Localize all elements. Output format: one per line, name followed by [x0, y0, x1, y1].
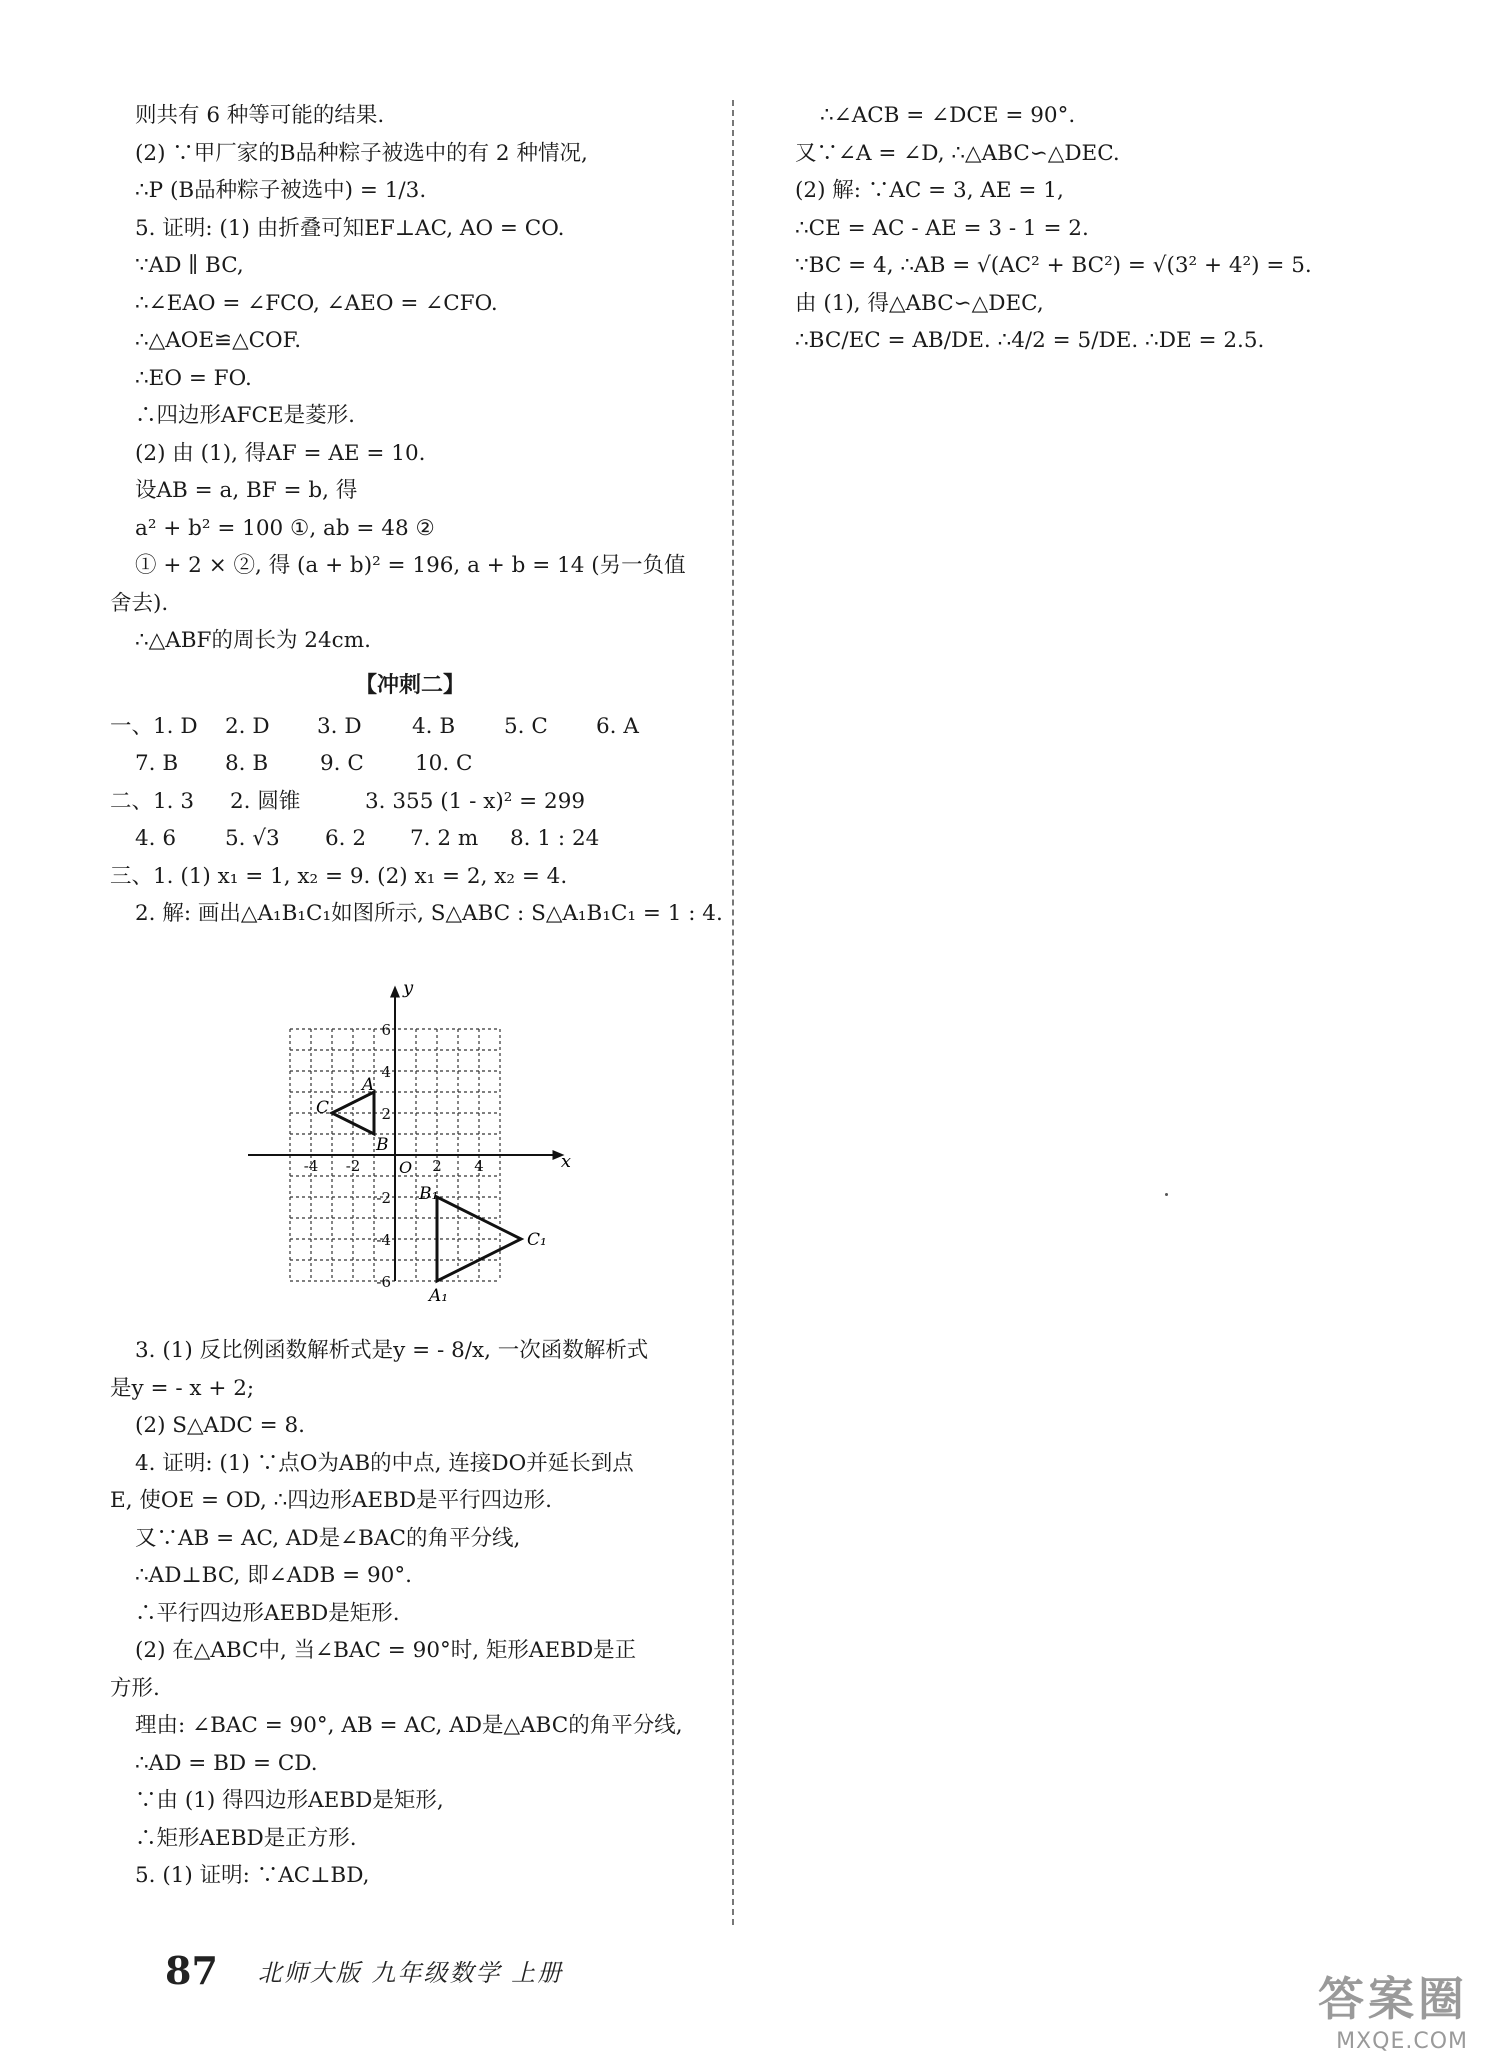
answer-line: 3. (1) 反比例函数解析式是y = - 8/x, 一次函数解析式 — [135, 1338, 649, 1363]
left-column — [110, 98, 723, 934]
answer-line: (2) 解: ∵AC = 3, AE = 1, — [795, 178, 1064, 203]
answer-line: ∵AD ∥ BC, — [135, 253, 244, 278]
watermark — [1318, 1963, 1468, 2054]
answer-line: 舍去). — [110, 590, 169, 616]
answer-line: ① + 2 × ②, 得 (a + b)² = 196, a + b = 14 (另一负值 — [135, 553, 686, 578]
answer-item: 7. B — [135, 751, 179, 776]
answer-line: a² + b² = 100 ①, ab = 48 ② — [135, 515, 435, 541]
stray-dot — [1165, 1193, 1168, 1196]
answer-line: 又∵∠A = ∠D, ∴△ABC∽△DEC. — [795, 140, 1120, 166]
answer-line: ∴BC/EC = AB/DE. ∴4/2 = 5/DE. ∴DE = 2.5. — [795, 328, 1265, 353]
answers-part1-row1 — [110, 709, 710, 747]
answers-part2-row2 — [110, 821, 710, 859]
page-number: 87 — [165, 1947, 218, 1993]
vertex-label: C₁ — [527, 1230, 547, 1250]
left-top-lines — [110, 98, 710, 661]
answer-item: 6. A — [596, 713, 639, 739]
answer-line: 设AB = a, BF = b, 得 — [135, 478, 358, 503]
answer-line: 5. (1) 证明: ∵AC⊥BD, — [135, 1863, 370, 1888]
answer-item: 一、1. D — [110, 713, 198, 739]
y-tick-label: -6 — [376, 1273, 391, 1291]
y-tick-label: 2 — [381, 1105, 391, 1123]
answer-item: 2. D — [225, 713, 270, 739]
right-column — [795, 98, 1395, 361]
left-bottom-column — [110, 1333, 710, 1896]
answer-line: ∵BC = 4, ∴AB = √(AC² + BC²) = √(3² + 4²) = 5. — [795, 253, 1312, 278]
x-tick-label: 2 — [432, 1157, 442, 1175]
answer-line: (2) 在△ABC中, 当∠BAC = 90°时, 矩形AEBD是正 — [135, 1638, 637, 1663]
answer-line: (2) S△ADC = 8. — [135, 1413, 305, 1438]
answer-line: ∴四边形AFCE是菱形. — [135, 403, 355, 428]
answer-item: 4. 6 — [135, 826, 177, 851]
answer-line: ∴平行四边形AEBD是矩形. — [135, 1600, 400, 1626]
y-tick-label: -2 — [376, 1189, 391, 1207]
answer-item: 5. √3 — [225, 826, 280, 851]
answer-item: 3. 355 (1 - x)² = 299 — [365, 788, 586, 814]
answer-line: E, 使OE = OD, ∴四边形AEBD是平行四边形. — [110, 1488, 552, 1513]
page-footer — [165, 1945, 563, 1995]
answer-item: 二、1. 3 — [110, 788, 195, 814]
answer-line: ∵由 (1) 得四边形AEBD是矩形, — [135, 1788, 444, 1813]
answer-line: ∴∠EAO = ∠FCO, ∠AEO = ∠CFO. — [135, 290, 498, 316]
x-tick-label: -2 — [345, 1157, 361, 1175]
answer-line: 5. 证明: (1) 由折叠可知EF⊥AC, AO = CO. — [135, 215, 565, 241]
answer-item: 8. 1 : 24 — [510, 826, 600, 851]
answer-item: 2. 圆锥 — [230, 788, 301, 814]
answer-line: ∴CE = AC - AE = 3 - 1 = 2. — [795, 215, 1089, 241]
watermark-logo: 答案圈 — [1318, 1972, 1468, 2026]
answer-line: 方形. — [110, 1675, 160, 1701]
answer-line: ∴AD⊥BC, 即∠ADB = 90°. — [135, 1563, 412, 1588]
vertex-label: B₁ — [419, 1184, 439, 1204]
right-lines — [795, 98, 1395, 361]
answer-item: 9. C — [320, 751, 364, 776]
coordinate-graph — [240, 980, 580, 1310]
section-title: 【冲刺二】 — [354, 671, 465, 698]
vertex-label: B — [376, 1135, 389, 1155]
origin-label: O — [399, 1158, 413, 1177]
answer-line: ∴∠ACB = ∠DCE = 90°. — [820, 103, 1076, 128]
answer-item: 6. 2 — [325, 826, 367, 851]
x-axis-label: x — [560, 1151, 572, 1172]
answer-line: (2) ∵甲厂家的B品种粽子被选中的有 2 种情况, — [135, 140, 588, 166]
answer-line: ∴P (B品种粽子被选中) = 1/3. — [135, 178, 427, 203]
answer-line: (2) 由 (1), 得AF = AE = 10. — [135, 440, 426, 466]
book-info: 北师大版 九年级数学 上册 — [257, 1958, 564, 1987]
y-axis-label: y — [403, 980, 414, 999]
vertex-label: A — [362, 1075, 375, 1095]
watermark-url: MXQE.COM — [1336, 2029, 1468, 2054]
column-divider — [732, 100, 734, 1925]
y-tick-label: 4 — [381, 1063, 391, 1081]
vertex-label: C — [316, 1098, 330, 1118]
y-axis-arrow — [390, 986, 400, 998]
left-bottom-lines — [110, 1333, 710, 1896]
x-tick-label: 4 — [474, 1157, 484, 1175]
answers-part1-row2 — [110, 746, 710, 784]
answer-line: 理由: ∠BAC = 90°, AB = AC, AD是△ABC的角平分线, — [135, 1713, 683, 1738]
answer-line: ∴△AOE≌△COF. — [135, 328, 302, 353]
vertex-label: A₁ — [429, 1286, 449, 1306]
answer-line: ∴矩形AEBD是正方形. — [135, 1825, 357, 1851]
answer-line: 是y = - x + 2; — [110, 1375, 255, 1401]
answer-line: ∴EO = FO. — [135, 365, 252, 391]
answer-item: 8. B — [225, 751, 269, 776]
answer-item: 3. D — [317, 713, 362, 739]
answer-line: 2. 解: 画出△A₁B₁C₁如图所示, S△ABC : S△A₁B₁C₁ = 1 : 4. — [135, 901, 723, 926]
answer-line: ∴△ABF的周长为 24cm. — [135, 628, 371, 653]
answer-item: 10. C — [415, 751, 473, 776]
answer-item: 4. B — [412, 713, 456, 739]
answer-item: 7. 2 m — [410, 826, 479, 851]
answer-line: 三、1. (1) x₁ = 1, x₂ = 9. (2) x₁ = 2, x₂ = 4. — [110, 863, 568, 889]
answers-part2-row1 — [110, 784, 710, 822]
answer-line: 由 (1), 得△ABC∽△DEC, — [795, 290, 1044, 316]
answer-line: 4. 证明: (1) ∵点O为AB的中点, 连接DO并延长到点 — [135, 1450, 634, 1476]
y-tick-label: -4 — [376, 1231, 391, 1249]
y-tick-label: 6 — [381, 1021, 391, 1039]
answer-line: 则共有 6 种等可能的结果. — [135, 103, 385, 128]
answer-line: 又∵AB = AC, AD是∠BAC的角平分线, — [135, 1525, 521, 1551]
answer-item: 5. C — [504, 713, 548, 739]
x-tick-label: -4 — [303, 1157, 319, 1175]
answer-line: ∴AD = BD = CD. — [135, 1750, 318, 1776]
